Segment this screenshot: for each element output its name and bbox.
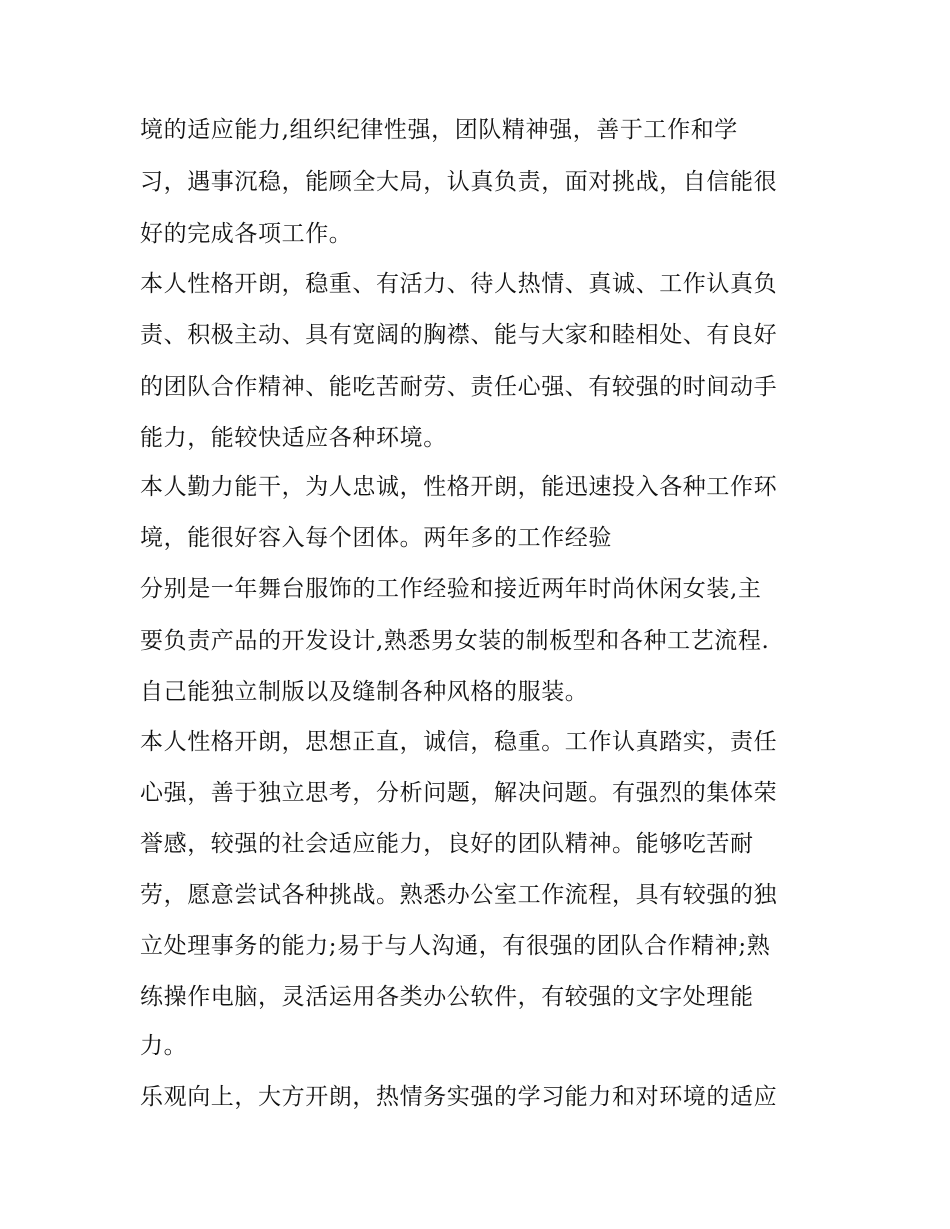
text-line: 习，遇事沉稳，能顾全大局，认真负责，面对挑战，自信能很 bbox=[140, 169, 778, 195]
text-line: 本人勤力能干，为人忠诚，性格开朗，能迅速投入各种工作环 bbox=[140, 474, 778, 500]
text-line: 好的完成各项工作。 bbox=[140, 221, 353, 247]
text-line: 力。 bbox=[140, 1033, 188, 1059]
text-line: 责、积极主动、具有宽阔的胸襟、能与大家和睦相处、有良好 bbox=[140, 322, 778, 348]
text-line: 心强，善于独立思考，分析问题，解决问题。有强烈的集体荣 bbox=[140, 780, 778, 806]
text-line: 能力，能较快适应各种环境。 bbox=[140, 425, 447, 451]
text-line: 境，能很好容入每个团体。两年多的工作经验 bbox=[140, 525, 612, 551]
text-line: 分别是一年舞台服饰的工作经验和接近两年时尚休闲女装,主 bbox=[140, 576, 762, 602]
text-line: 立处理事务的能力;易于与人沟通，有很强的团队合作精神;熟 bbox=[140, 933, 771, 959]
text-line: 本人性格开朗，思想正直，诚信，稳重。工作认真踏实，责任 bbox=[140, 729, 778, 755]
text-line: 劳，愿意尝试各种挑战。熟悉办公室工作流程，具有较强的独 bbox=[140, 882, 778, 908]
text-line: 的团队合作精神、能吃苦耐劳、责任心强、有较强的时间动手 bbox=[140, 374, 778, 400]
text-line: 誉感，较强的社会适应能力，良好的团队精神。能够吃苦耐 bbox=[140, 831, 754, 857]
text-line: 乐观向上，大方开朗，热情务实强的学习能力和对环境的适应 bbox=[140, 1084, 778, 1110]
text-line: 要负责产品的开发设计,熟悉男女装的制板型和各种工艺流程. bbox=[140, 628, 770, 654]
text-line: 本人性格开朗，稳重、有活力、待人热情、真诚、工作认真负 bbox=[140, 271, 778, 297]
text-line: 自己能独立制版以及缝制各种风格的服装。 bbox=[140, 679, 589, 705]
text-line: 练操作电脑，灵活运用各类办公软件，有较强的文字处理能 bbox=[140, 984, 754, 1010]
text-line: 境的适应能力,组织纪律性强，团队精神强，善于工作和学 bbox=[140, 117, 738, 143]
